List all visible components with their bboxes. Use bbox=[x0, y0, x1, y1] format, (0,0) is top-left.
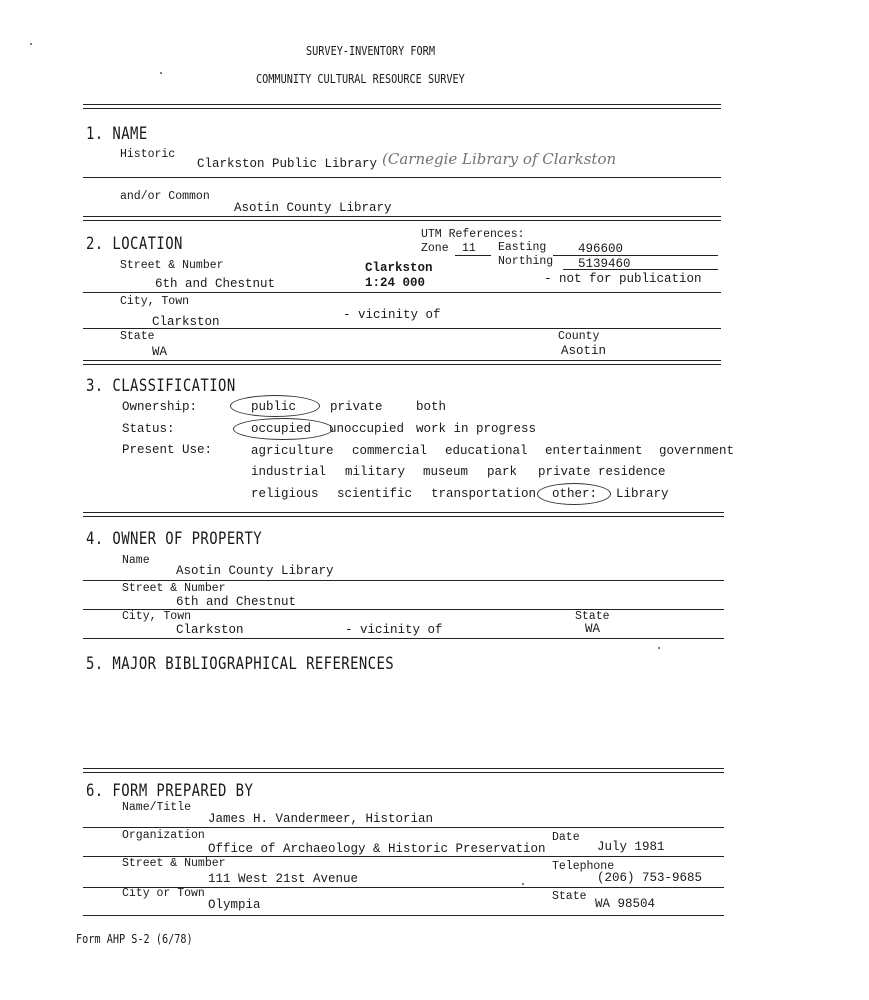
use-agriculture: agriculture bbox=[251, 444, 334, 458]
vicinity-text: - vicinity of bbox=[343, 308, 441, 322]
double-rule bbox=[83, 216, 721, 221]
public-circle-mark bbox=[230, 395, 320, 417]
use-scientific: scientific bbox=[337, 487, 413, 501]
section-6-heading: 6. FORM PREPARED BY bbox=[86, 781, 254, 801]
section-4-heading: 4. OWNER OF PROPERTY bbox=[86, 529, 263, 549]
ownership-public: public bbox=[251, 400, 297, 414]
city-value: Clarkston bbox=[152, 315, 220, 329]
owner-street-value: 6th and Chestnut bbox=[176, 595, 297, 609]
city-label: City, Town bbox=[120, 295, 190, 308]
quad-name: Clarkston bbox=[365, 261, 433, 275]
scan-speck bbox=[658, 647, 660, 649]
preparer-city-value: Olympia bbox=[208, 898, 261, 912]
use-transportation: transportation bbox=[431, 487, 537, 501]
county-label: County bbox=[558, 330, 600, 343]
use-museum: museum bbox=[423, 465, 469, 479]
historic-handwritten-note: (Carnegie Library of Clarkston bbox=[382, 150, 617, 168]
section-1-heading: 1. NAME bbox=[86, 124, 148, 144]
northing-underline bbox=[563, 269, 718, 270]
use-entertainment: entertainment bbox=[545, 444, 643, 458]
zone-value: 11 bbox=[462, 242, 476, 255]
use-park: park bbox=[487, 465, 518, 479]
ownership-label: Ownership: bbox=[122, 400, 198, 414]
owner-state-label: State bbox=[575, 610, 610, 623]
rule bbox=[83, 292, 721, 293]
county-value: Asotin bbox=[561, 344, 607, 358]
scan-speck bbox=[30, 43, 32, 45]
date-value: July 1981 bbox=[597, 840, 665, 854]
zone-underline bbox=[455, 255, 491, 256]
northing-value: 5139460 bbox=[578, 257, 631, 271]
owner-city-value: Clarkston bbox=[176, 623, 244, 637]
easting-label: Easting bbox=[498, 241, 547, 254]
easting-underline bbox=[553, 255, 718, 256]
rule bbox=[83, 915, 724, 916]
use-religious: religious bbox=[251, 487, 319, 501]
historic-label: Historic bbox=[120, 148, 176, 161]
section-3-heading: 3. CLASSIFICATION bbox=[86, 376, 236, 396]
common-label: and/or Common bbox=[120, 190, 210, 203]
rule bbox=[83, 177, 721, 178]
northing-label: Northing bbox=[498, 255, 554, 268]
preparer-street-value: 111 West 21st Avenue bbox=[208, 872, 359, 886]
use-private-residence: private residence bbox=[538, 465, 666, 479]
common-value: Asotin County Library bbox=[234, 201, 392, 215]
owner-street-label: Street & Number bbox=[122, 582, 226, 595]
historic-value: Clarkston Public Library bbox=[197, 157, 378, 171]
ownership-private: private bbox=[330, 400, 383, 414]
street-value: 6th and Chestnut bbox=[155, 277, 276, 291]
rule bbox=[83, 638, 724, 639]
scan-speck bbox=[522, 883, 524, 885]
present-use-label: Present Use: bbox=[122, 443, 213, 457]
telephone-label: Telephone bbox=[552, 860, 615, 873]
status-label: Status: bbox=[122, 422, 175, 436]
status-work-in-progress: work in progress bbox=[416, 422, 537, 436]
occupied-circle-mark bbox=[233, 418, 333, 440]
owner-state-value: WA bbox=[585, 622, 601, 636]
rule bbox=[83, 827, 724, 828]
preparer-name-value: James H. Vandermeer, Historian bbox=[208, 812, 434, 826]
ownership-both: both bbox=[416, 400, 447, 414]
use-educational: educational bbox=[445, 444, 528, 458]
owner-name-value: Asotin County Library bbox=[176, 564, 334, 578]
other-circle-mark bbox=[537, 483, 611, 505]
date-label: Date bbox=[552, 831, 580, 844]
preparer-state-label: State bbox=[552, 890, 587, 903]
status-unoccupied: unoccupied bbox=[329, 422, 405, 436]
preparer-state-value: WA 98504 bbox=[595, 897, 656, 911]
rule bbox=[83, 580, 724, 581]
quad-scale: 1:24 000 bbox=[365, 276, 426, 290]
owner-name-label: Name bbox=[122, 554, 150, 567]
owner-vicinity: - vicinity of bbox=[345, 623, 443, 637]
use-other-value: Library bbox=[616, 487, 669, 501]
form-id-footer: Form AHP S-2 (6/78) bbox=[76, 932, 193, 946]
preparer-city-label: City or Town bbox=[122, 887, 205, 900]
not-for-publication: - not for publication bbox=[544, 272, 702, 286]
preparer-name-label: Name/Title bbox=[122, 801, 192, 814]
section-2-heading: 2. LOCATION bbox=[86, 234, 183, 254]
form-title: SURVEY-INVENTORY FORM bbox=[306, 44, 435, 58]
use-commercial: commercial bbox=[352, 444, 428, 458]
telephone-value: (206) 753-9685 bbox=[597, 871, 703, 885]
use-military: military bbox=[345, 465, 406, 479]
zone-label: Zone bbox=[421, 242, 449, 255]
easting-value: 496600 bbox=[578, 242, 624, 256]
state-label: State bbox=[120, 330, 155, 343]
use-government: government bbox=[659, 444, 735, 458]
double-rule bbox=[83, 512, 724, 517]
owner-city-label: City, Town bbox=[122, 610, 192, 623]
double-rule bbox=[83, 104, 721, 109]
utm-label: UTM References: bbox=[421, 228, 525, 241]
rule bbox=[83, 328, 721, 329]
status-occupied: occupied bbox=[251, 422, 312, 436]
double-rule bbox=[83, 768, 724, 773]
street-label: Street & Number bbox=[120, 259, 224, 272]
preparer-street-label: Street & Number bbox=[122, 857, 226, 870]
double-rule bbox=[83, 360, 721, 365]
state-value: WA bbox=[152, 345, 168, 359]
organization-label: Organization bbox=[122, 829, 205, 842]
section-5-heading: 5. MAJOR BIBLIOGRAPHICAL REFERENCES bbox=[86, 654, 395, 674]
form-subtitle: COMMUNITY CULTURAL RESOURCE SURVEY bbox=[256, 72, 465, 86]
scan-speck bbox=[160, 72, 162, 74]
use-industrial: industrial bbox=[251, 465, 327, 479]
use-other: other: bbox=[552, 487, 598, 501]
organization-value: Office of Archaeology & Historic Preservation bbox=[208, 842, 546, 856]
